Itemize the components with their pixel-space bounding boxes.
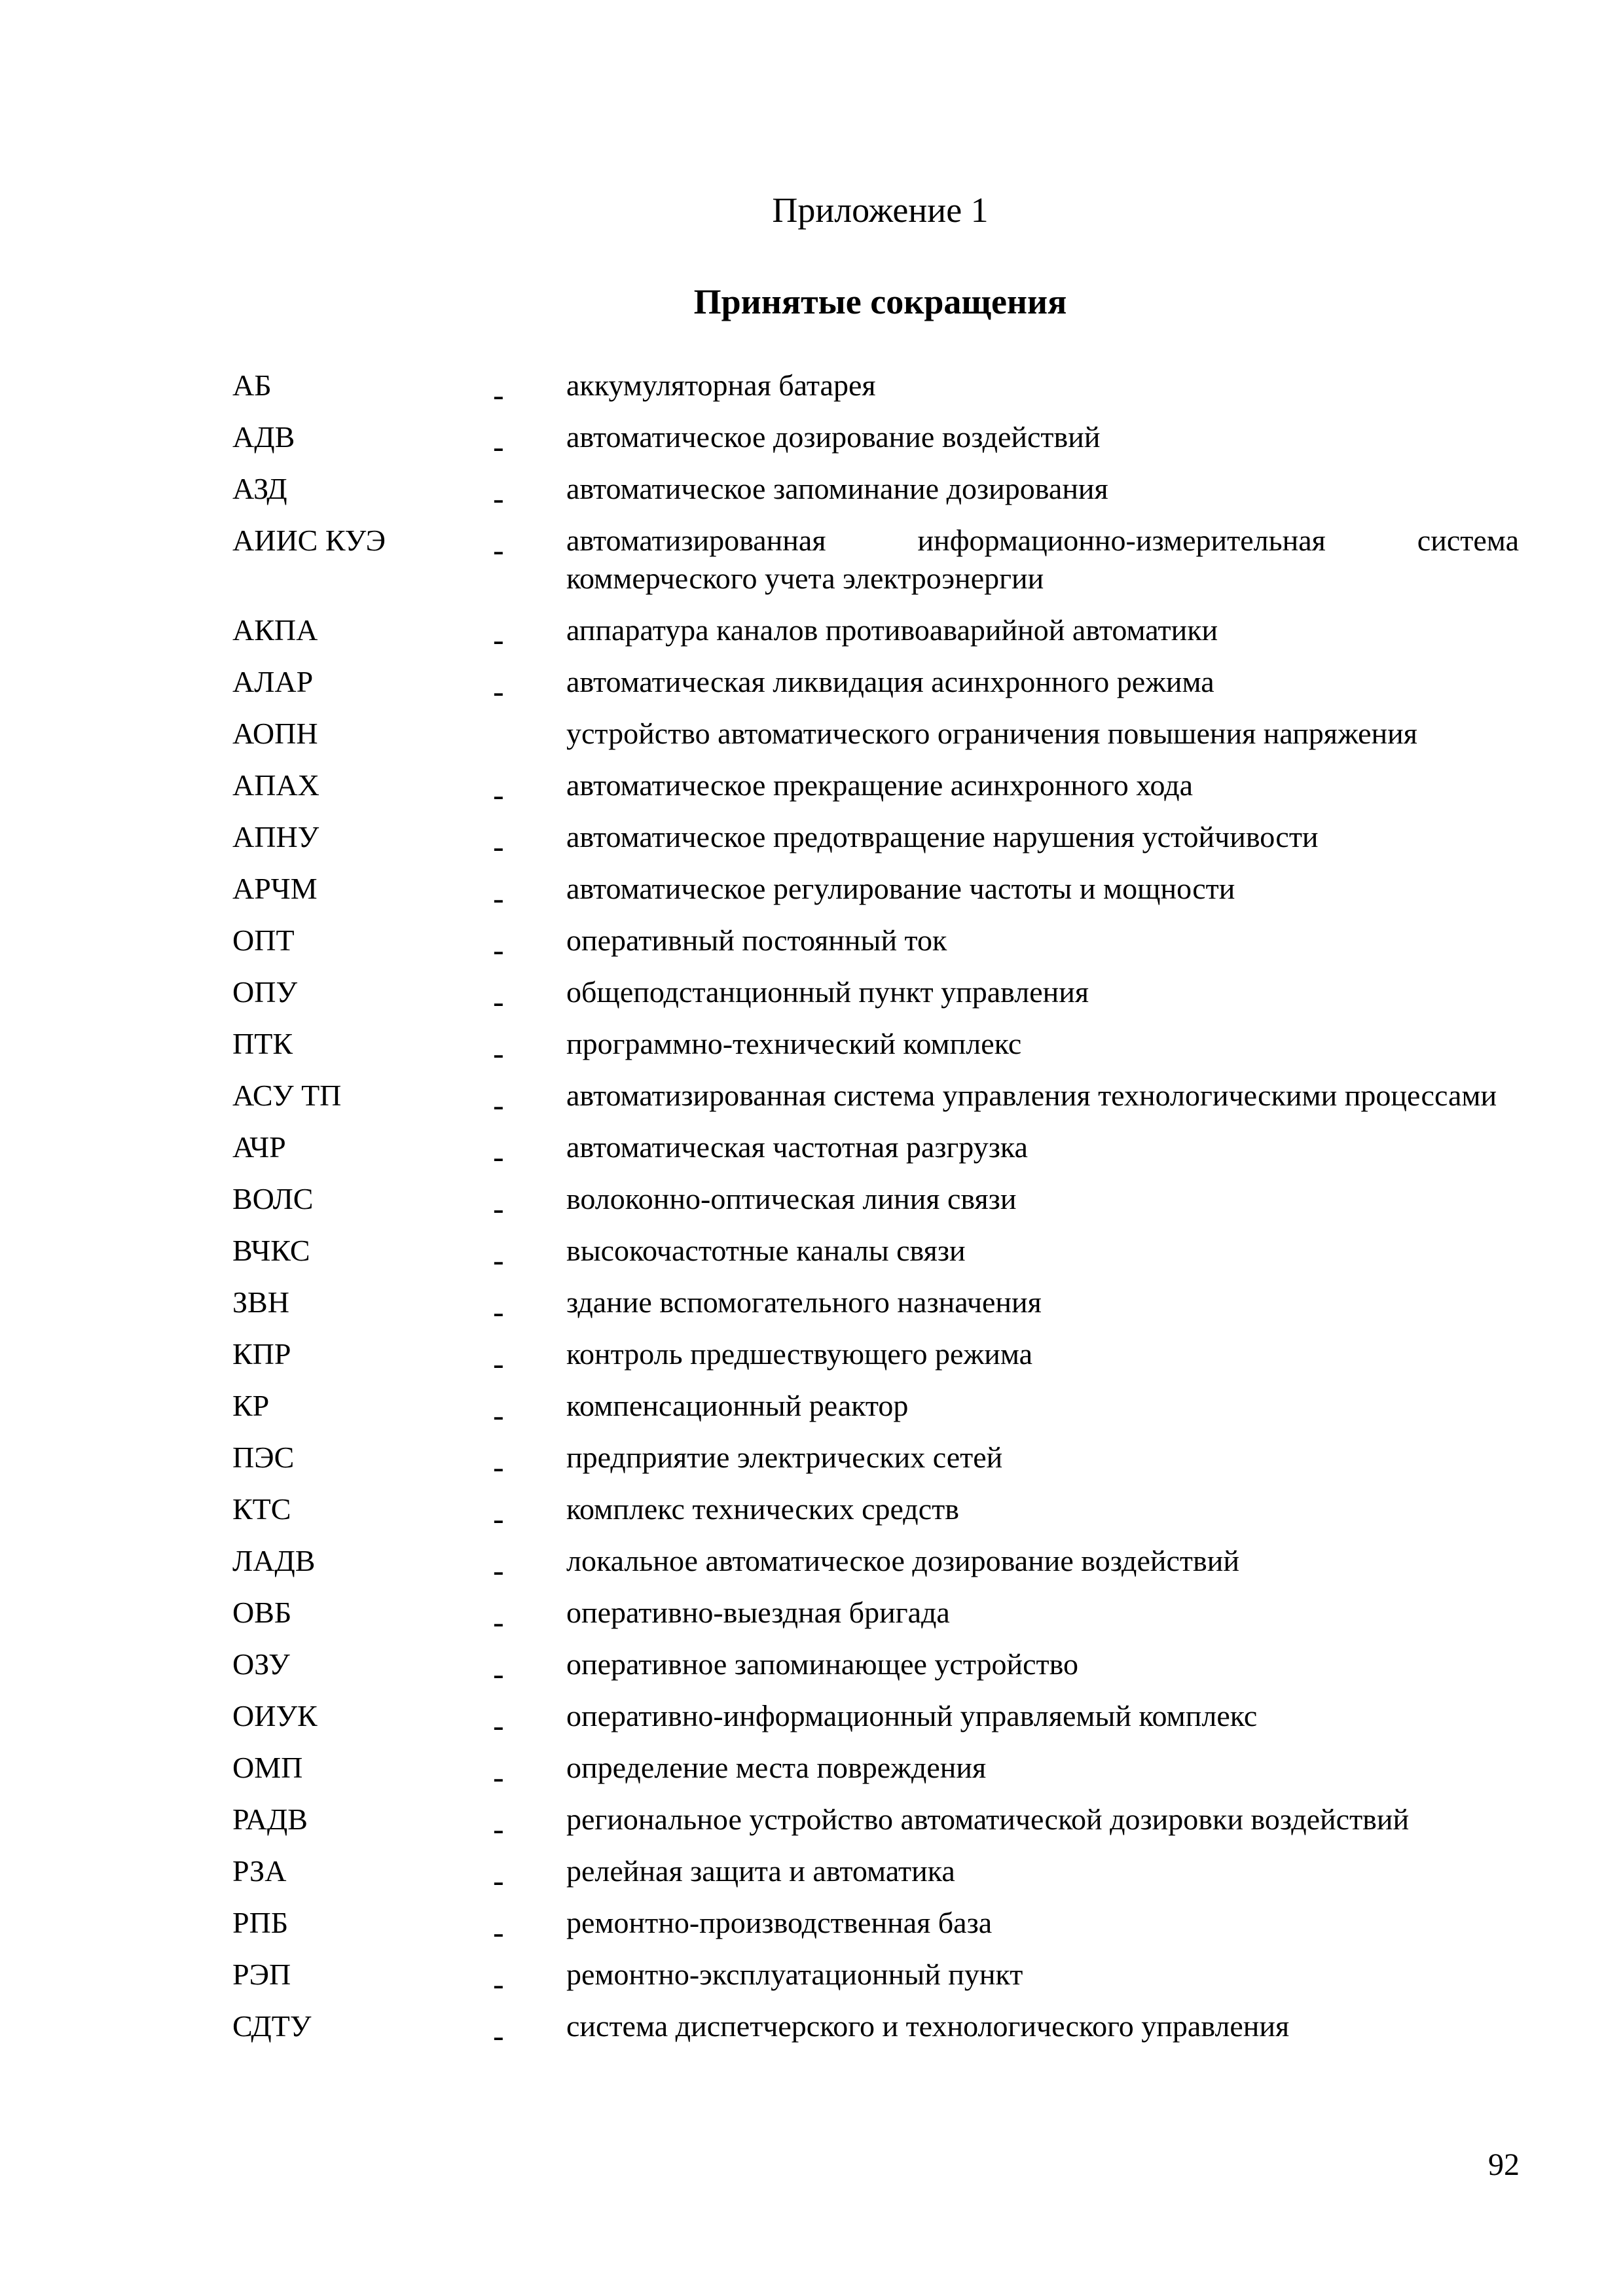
abbreviation-term: АЛАР [232,665,314,698]
abbreviation-definition: автоматическое предотвращение нарушения устойчивости [566,820,1319,853]
abbreviation-term: ОИУК [232,1699,318,1732]
dash-separator: - [493,1707,504,1744]
abbreviation-term: АДВ [232,420,295,454]
abbreviation-term: КР [232,1389,270,1422]
abbreviation-term: АЗД [232,472,287,505]
abbreviation-definition: аккумуляторная батарея [566,368,876,402]
abbreviation-definition: автоматическое регулирование частоты и мощности [566,872,1235,905]
abbreviation-term: ВОЛС [232,1182,314,1215]
abbreviation-term: СДТУ [232,2009,312,2043]
abbreviation-row [232,611,1519,658]
abbreviation-term: РЗА [232,1854,287,1888]
dash-separator: - [493,1965,504,2002]
abbreviation-definition: оперативный постоянный ток [566,924,947,957]
dash-separator: - [493,1552,504,1588]
abbreviation-row [232,1128,1519,1175]
abbreviation-term: ВЧКС [232,1234,310,1267]
abbreviation-term: АСУ ТП [232,1079,342,1112]
dash-separator: - [493,531,504,568]
abbreviation-definition: общеподстанционный пункт управления [566,975,1089,1009]
abbreviation-definition: автоматизированная система управления технологическими процессами [566,1079,1497,1112]
abbreviation-term: АБ [232,368,272,402]
dash-separator: - [493,673,504,709]
abbreviation-term: РЭП [232,1958,291,1991]
abbreviation-term: АПАХ [232,768,319,802]
dash-separator: - [493,1604,504,1640]
dash-separator: - [493,1293,504,1330]
abbreviation-row [232,1077,1519,1123]
abbreviation-list [232,367,1519,2059]
dash-separator: - [493,2017,504,2054]
abbreviation-row [232,1697,1519,1744]
abbreviation-definition: оперативно-информационный управляемый комплекс [566,1699,1258,1732]
abbreviation-row [232,1852,1519,1899]
page-title: Принятые сокращения [693,282,1067,321]
abbreviation-row [232,1904,1519,1950]
abbreviation-term: АКПА [232,613,318,647]
abbreviation-row [232,1490,1519,1537]
abbreviation-row [232,870,1519,916]
dash-separator: - [493,1655,504,1692]
abbreviation-row [232,1025,1519,1071]
abbreviation-definition: оперативно-выездная бригада [566,1596,950,1629]
abbreviation-row [232,418,1519,465]
page-number: 92 [1488,2147,1520,2182]
dash-separator: - [493,1190,504,1227]
abbreviation-row [232,1594,1519,1640]
abbreviation-row [232,470,1519,516]
dash-separator: - [493,621,504,658]
abbreviation-definition: высокочастотные каналы связи [566,1234,966,1267]
abbreviation-definition: предприятие электрических сетей [566,1441,1003,1474]
abbreviation-row [232,1387,1519,1433]
abbreviation-term: ОПУ [232,975,298,1009]
abbreviation-term: АРЧМ [232,872,318,905]
abbreviation-row [232,766,1519,813]
abbreviation-term: ПЭС [232,1441,295,1474]
dash-separator: - [493,1345,504,1382]
abbreviation-row [232,973,1519,1020]
abbreviation-definition: здание вспомогательного назначения [566,1285,1042,1319]
abbreviation-row [232,1232,1519,1278]
abbreviation-term: ОВБ [232,1596,292,1629]
abbreviation-row [232,1180,1519,1227]
dash-separator: - [493,1138,504,1175]
abbreviation-term: РПБ [232,1906,289,1939]
abbreviation-definition: релейная защита и автоматика [566,1854,955,1888]
abbreviation-definition: система диспетчерского и технологического управления [566,2009,1290,2043]
abbreviation-row [232,367,1519,413]
abbreviation-definition: устройство автоматического ограничения повышения напряжения [566,717,1417,750]
dash-separator: - [493,1035,504,1071]
abbreviation-term: АПНУ [232,820,319,853]
dash-separator: - [493,880,504,916]
dash-separator: - [493,428,504,465]
abbreviation-definition: контроль предшествующего режима [566,1337,1033,1371]
abbreviation-row [232,1645,1519,1692]
dash-separator: - [493,1242,504,1278]
abbreviation-term: ЗВН [232,1285,289,1319]
abbreviation-row [232,1283,1519,1330]
abbreviation-row [232,715,1519,753]
dash-separator: - [493,1914,504,1950]
abbreviation-row [232,922,1519,968]
abbreviation-definition: автоматическая ликвидация асинхронного режима [566,665,1214,698]
abbreviation-term: АИИС КУЭ [232,524,386,557]
abbreviation-definition: автоматическая частотная разгрузка [566,1130,1028,1164]
abbreviation-term: КПР [232,1337,291,1371]
abbreviation-row [232,522,1519,598]
abbreviation-definition: автоматическое запоминание дозирования [566,472,1108,505]
abbreviation-definition: компенсационный реактор [566,1389,909,1422]
dash-separator: - [493,1500,504,1537]
abbreviation-term: ОМП [232,1751,303,1784]
appendix-label: Приложение 1 [772,190,989,230]
dash-separator: - [493,480,504,516]
abbreviation-definition: автоматическое прекращение асинхронного хода [566,768,1194,802]
dash-separator: - [493,931,504,968]
abbreviation-definition: комплекс технических средств [566,1492,959,1526]
abbreviation-term: ОПТ [232,924,295,957]
dash-separator: - [493,776,504,813]
abbreviation-definition: оперативное запоминающее устройство [566,1647,1079,1681]
dash-separator: - [493,983,504,1020]
dash-separator: - [493,1086,504,1123]
dash-separator: - [493,828,504,865]
abbreviation-definition: ремонтно-производственная база [566,1906,993,1939]
abbreviation-term: КТС [232,1492,291,1526]
abbreviation-definition: программно-технический комплекс [566,1027,1022,1060]
abbreviation-definition: автоматическое дозирование воздействий [566,420,1101,454]
abbreviation-row [232,818,1519,865]
abbreviation-row [232,1749,1519,1795]
abbreviation-row [232,1542,1519,1588]
dash-separator: - [493,376,504,413]
abbreviation-row [232,663,1519,709]
dash-separator: - [493,1397,504,1433]
abbreviation-term: ОЗУ [232,1647,290,1681]
abbreviation-definition: волоконно-оптическая линия связи [566,1182,1017,1215]
abbreviation-term: ЛАДВ [232,1544,316,1577]
dash-separator: - [493,1759,504,1795]
dash-separator: - [493,1810,504,1847]
dash-separator: - [493,1862,504,1899]
abbreviation-definition: автоматизированная информационно-измерительная система коммерческого учета электроэнергии [566,524,1519,595]
abbreviation-row [232,1335,1519,1382]
abbreviation-definition: аппаратура каналов противоаварийной автоматики [566,613,1218,647]
abbreviation-term: ПТК [232,1027,293,1060]
abbreviation-row [232,1439,1519,1485]
abbreviation-definition: ремонтно-эксплуатационный пункт [566,1958,1023,1991]
abbreviation-term: АОПН [232,717,318,750]
abbreviation-definition: определение места повреждения [566,1751,987,1784]
abbreviation-definition: региональное устройство автоматической дозировки воздействий [566,1803,1410,1836]
abbreviation-term: РАДВ [232,1803,308,1836]
dash-separator: - [493,1448,504,1485]
abbreviation-row [232,2007,1519,2054]
abbreviation-row [232,1956,1519,2002]
abbreviation-definition: локальное автоматическое дозирование воздействий [566,1544,1239,1577]
abbreviation-term: АЧР [232,1130,286,1164]
abbreviation-row [232,1801,1519,1847]
